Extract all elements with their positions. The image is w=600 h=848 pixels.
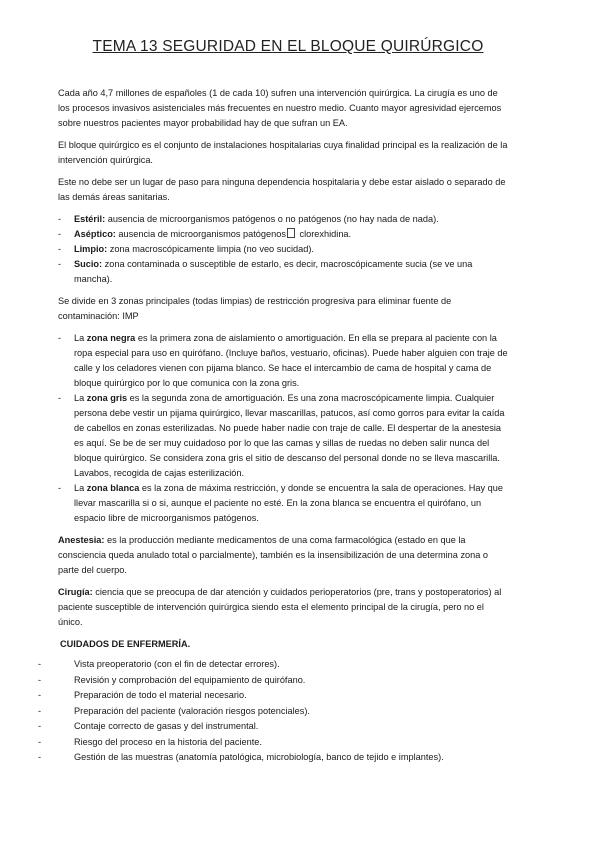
list-item: - Vista preoperatorio (con el fin de detectar errores). [38, 657, 510, 673]
list-item: - Preparación de todo el material necesario. [38, 688, 510, 704]
zones-intro: Se divide en 3 zonas principales (todas limpias) de restricción progresiva para eliminar fuente de contaminación: IMP [58, 296, 452, 321]
list-item [58, 331, 510, 391]
zone-prefix: La [74, 483, 87, 493]
zone-text: es la segunda zona de amortiguación. Es una zona macroscópicamente limpia. Cualquier persona debe vestir un pijama quirúrgico, llevar mascarillas, patucos, así como gorros para evitar la caída de cabellos en zonas esterilizadas. No puede haber nadie con traje de calle. El despertar de la anestesia es aquí. Se be de ser muy cuidadoso por lo que las camas y sillas de ruedas no deben salir nunca del bloque quirúrgico. Se considera zona gris el sitio de descanso del personal donde no se lleva mascarilla. Lavabos, recogida de cajas esterilización. [74, 393, 505, 478]
zone-text: es la primera zona de aislamiento o amortiguación. En ella se prepara al paciente con la ropa especial para uso en quirófano. (Incluye baños, vestuario, oficinas). Puede haber alguien con traje de calle y los celadores vienen con pijama blanco. Se hace el intercambio de cama de hospital y cama de bloque quirúrgico por lo que comunica con la zona gris. [74, 333, 508, 388]
list-item [58, 481, 510, 526]
definition-text: zona contaminada o susceptible de estarlo, es decir, macroscópicamente sucia (se ve una mancha). [74, 259, 473, 284]
cirugia-term: Cirugía: [58, 587, 93, 597]
cirugia-paragraph [58, 585, 510, 630]
definitions-list [58, 212, 510, 287]
list-item [58, 242, 510, 257]
list-item: - Contaje correcto de gasas y del instrumental. [38, 719, 510, 735]
zone-prefix: La [74, 333, 87, 343]
zone-term: zona gris [86, 393, 128, 403]
definition-term: Sucio: [74, 259, 103, 269]
definition-term: Estéril: [74, 214, 106, 224]
list-item [58, 257, 510, 287]
intro-paragraph: El bloque quirúrgico es el conjunto de instalaciones hospitalarias cuya finalidad principal es la realización de la intervención quirúrgica. [58, 140, 508, 165]
list-item [58, 212, 510, 227]
care-heading: CUIDADOS DE ENFERMERÍA. [60, 639, 191, 649]
definition-text: ausencia de microorganismos patógenos [115, 229, 286, 239]
definition-term: Aséptico: [74, 229, 116, 239]
list-item [58, 391, 510, 481]
cirugia-text: ciencia que se preocupa de dar atención y cuidados perioperatorios (pre, trans y postoperatorios) al paciente susceptible de intervención quirúrgica siendo esta el elemento principal de la cirugía, pero no el único. [58, 587, 502, 627]
list-item: - Preparación del paciente (valoración riesgos potenciales). [38, 704, 510, 720]
zones-list [58, 331, 510, 526]
zone-term: zona blanca [86, 483, 140, 493]
intro-paragraph: Cada año 4,7 millones de españoles (1 de cada 10) sufren una intervención quirúrgica. La cirugía es uno de los procesos invasivos asistenciales más frecuentes en nuestro medio. Cuanto mayor agresividad ejercemos sobre nuestros pacientes mayor probabilidad hay de que sufran un EA. [58, 88, 502, 128]
zone-term: zona negra [86, 333, 136, 343]
definition-text: zona macroscópicamente limpia (no veo sucidad). [107, 244, 314, 254]
anestesia-paragraph [58, 533, 510, 578]
zone-text: es la zona de máxima restricción, y donde se encuentra la sala de operaciones. Hay que llevar mascarilla si o si, aunque el paciente no esté. En la zona blanca se encuentra el quirófano, un espacio libre de microorganismos patógenos. [74, 483, 503, 523]
definition-term: Limpio: [74, 244, 108, 254]
page-title: TEMA 13 SEGURIDAD EN EL BLOQUE QUIRÚRGICO [92, 38, 484, 55]
list-item [58, 227, 510, 242]
definition-text: ausencia de microorganismos patógenos o no patógenos (no hay nada de nada). [105, 214, 439, 224]
missing-glyph-icon [287, 228, 295, 238]
list-item: - Gestión de las muestras (anatomía patológica, microbiología, banco de tejido e implantes). [38, 750, 510, 766]
zone-prefix: La [74, 393, 87, 403]
list-item: - Revisión y comprobación del equipamiento de quirófano. [38, 673, 510, 689]
anestesia-text: es la producción mediante medicamentos de una coma farmacológica (estado en que la consciencia queda anulado total o parcialmente), también es la insensibilización de una determina zona o parte del cuerpo. [58, 535, 489, 575]
care-list [38, 657, 510, 766]
intro-paragraph: Este no debe ser un lugar de paso para ninguna dependencia hospitalaria y debe estar aislado o separado de las demás áreas sanitarias. [58, 177, 506, 202]
anestesia-term: Anestesia: [58, 535, 105, 545]
list-item: - Riesgo del proceso en la historia del paciente. [38, 735, 510, 751]
definition-text: clorexhidina. [296, 229, 352, 239]
